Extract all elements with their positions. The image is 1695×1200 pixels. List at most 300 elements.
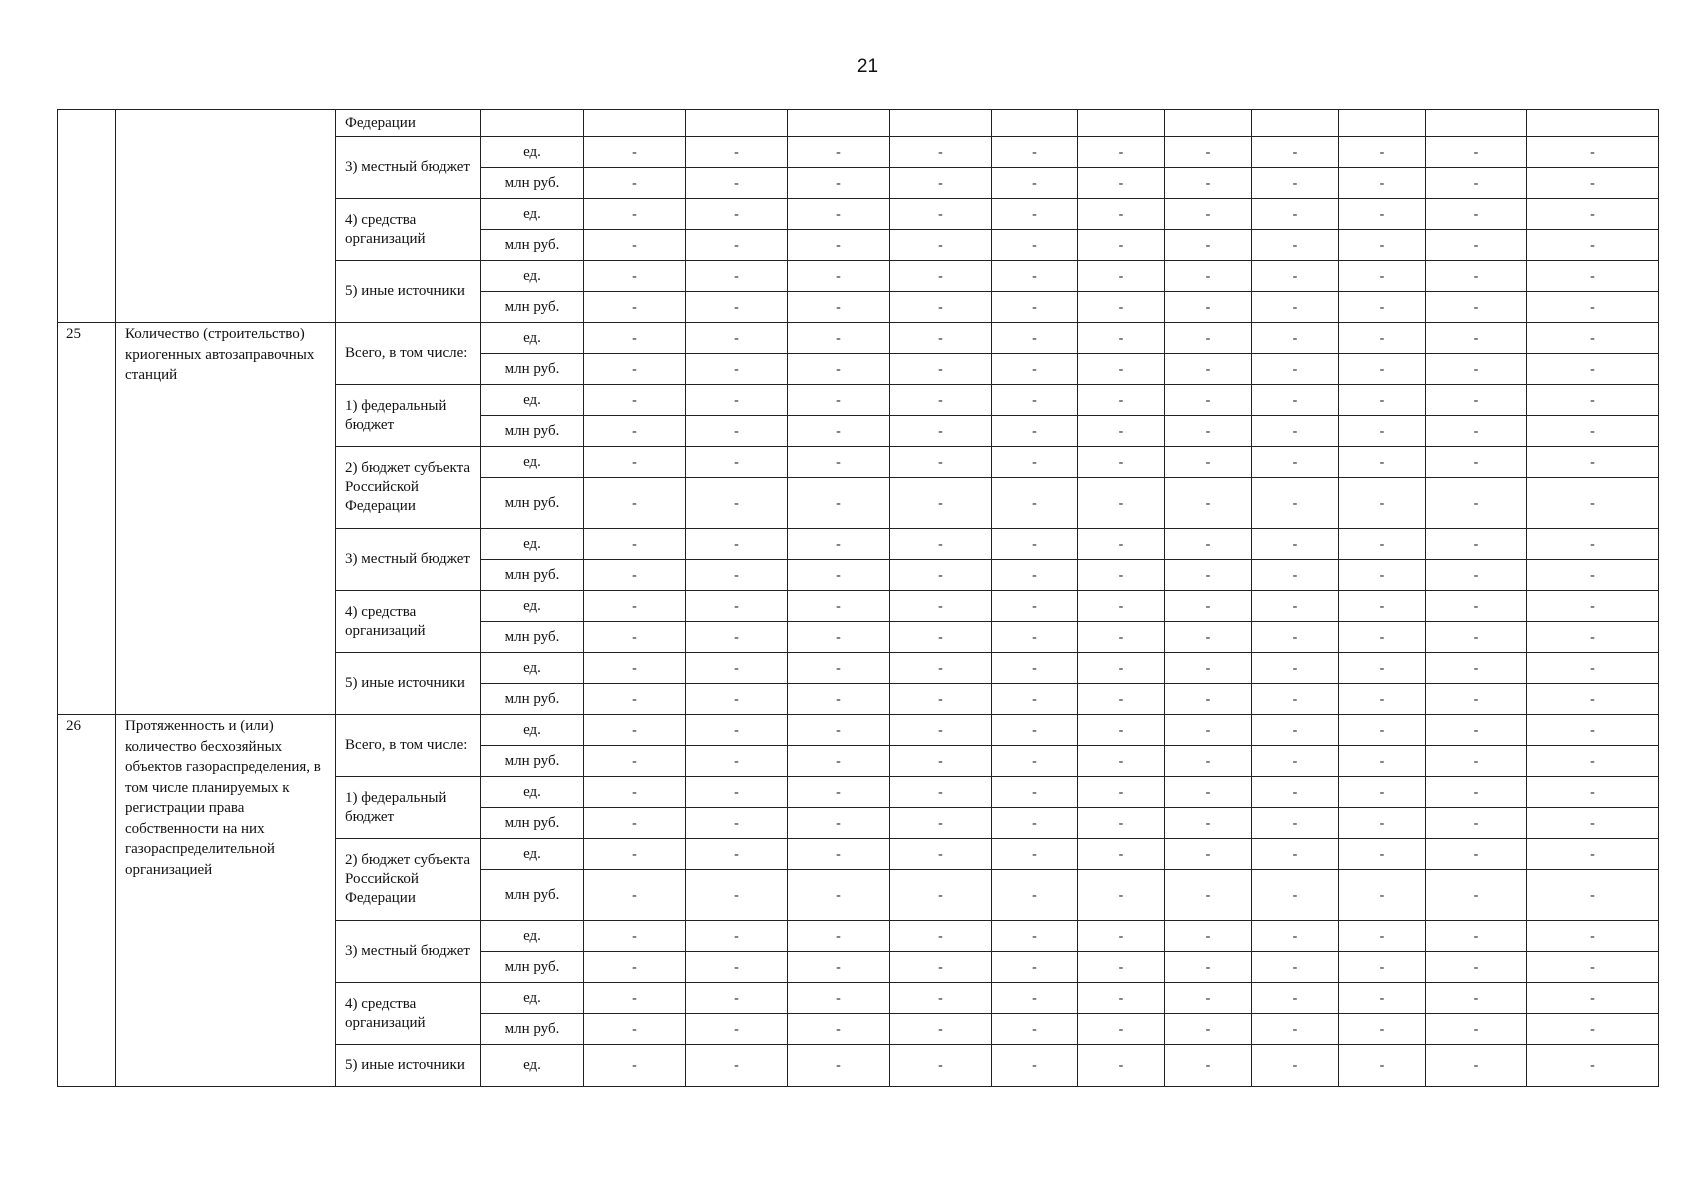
- value-cell: -: [686, 416, 788, 447]
- value-cell: -: [788, 983, 890, 1014]
- value-cell: -: [1252, 447, 1339, 478]
- value-cell: -: [584, 199, 686, 230]
- value-cell: -: [1426, 385, 1527, 416]
- value-cell: -: [992, 870, 1078, 921]
- value-cell: -: [1527, 839, 1659, 870]
- unit-cell: млн руб.: [481, 354, 584, 385]
- value-cell: -: [1339, 199, 1426, 230]
- value-cell: -: [1165, 921, 1252, 952]
- value-cell: -: [1527, 199, 1659, 230]
- value-cell: -: [788, 839, 890, 870]
- value-cell: -: [1165, 808, 1252, 839]
- value-cell: -: [686, 808, 788, 839]
- value-cell: -: [686, 560, 788, 591]
- value-cell: -: [1252, 292, 1339, 323]
- value-cell: -: [992, 952, 1078, 983]
- value-cell: -: [1527, 354, 1659, 385]
- value-cell: -: [788, 416, 890, 447]
- value-cell: -: [788, 622, 890, 653]
- value-cell: -: [1165, 952, 1252, 983]
- value-cell: -: [1252, 622, 1339, 653]
- value-cell: -: [584, 622, 686, 653]
- value-cell: -: [1339, 560, 1426, 591]
- value-cell: -: [1426, 684, 1527, 715]
- value-cell: -: [788, 478, 890, 529]
- value-cell: -: [584, 137, 686, 168]
- value-cell: -: [686, 715, 788, 746]
- value-cell: -: [1165, 529, 1252, 560]
- value-cell: -: [1527, 230, 1659, 261]
- value-cell: -: [1339, 230, 1426, 261]
- value-cell: -: [584, 529, 686, 560]
- value-cell: -: [788, 168, 890, 199]
- value-cell: -: [1078, 137, 1165, 168]
- value-cell: -: [584, 168, 686, 199]
- value-cell: -: [992, 529, 1078, 560]
- value-cell: -: [1078, 839, 1165, 870]
- value-cell: -: [992, 839, 1078, 870]
- value-cell: -: [1339, 952, 1426, 983]
- value-cell: -: [584, 354, 686, 385]
- unit-cell: ед.: [481, 653, 584, 684]
- value-cell: -: [1527, 653, 1659, 684]
- row-number: 25: [58, 323, 116, 715]
- value-cell: -: [1078, 323, 1165, 354]
- funding-source: 1) федеральный бюджет: [336, 385, 481, 447]
- value-cell: -: [584, 1045, 686, 1087]
- value-cell: -: [1078, 354, 1165, 385]
- value-cell: [992, 110, 1078, 137]
- value-cell: -: [1252, 137, 1339, 168]
- value-cell: -: [1252, 323, 1339, 354]
- value-cell: -: [788, 777, 890, 808]
- value-cell: [1339, 110, 1426, 137]
- value-cell: -: [1339, 385, 1426, 416]
- unit-cell: ед.: [481, 1045, 584, 1087]
- value-cell: -: [890, 323, 992, 354]
- value-cell: -: [1426, 261, 1527, 292]
- value-cell: -: [1252, 560, 1339, 591]
- unit-cell: ед.: [481, 529, 584, 560]
- value-cell: -: [1165, 168, 1252, 199]
- value-cell: -: [992, 622, 1078, 653]
- value-cell: -: [788, 653, 890, 684]
- unit-cell: млн руб.: [481, 684, 584, 715]
- value-cell: [1078, 110, 1165, 137]
- indicator-name: [116, 110, 336, 323]
- value-cell: -: [686, 1045, 788, 1087]
- value-cell: -: [1252, 199, 1339, 230]
- value-cell: -: [788, 199, 890, 230]
- value-cell: -: [1078, 653, 1165, 684]
- value-cell: -: [1426, 168, 1527, 199]
- value-cell: -: [1426, 983, 1527, 1014]
- unit-cell: млн руб.: [481, 746, 584, 777]
- funding-source: Всего, в том числе:: [336, 323, 481, 385]
- indicator-name: Протяженность и (или) количество бесхозяйных объектов газораспределения, в том числе планируемых к регистрации права собственности на них газораспределительной организацией: [116, 715, 336, 1087]
- value-cell: -: [890, 839, 992, 870]
- unit-cell: ед.: [481, 137, 584, 168]
- value-cell: -: [1165, 653, 1252, 684]
- value-cell: -: [788, 261, 890, 292]
- value-cell: -: [1165, 261, 1252, 292]
- value-cell: [584, 110, 686, 137]
- value-cell: -: [584, 230, 686, 261]
- value-cell: -: [1527, 921, 1659, 952]
- value-cell: -: [1165, 323, 1252, 354]
- unit-cell: млн руб.: [481, 952, 584, 983]
- value-cell: -: [992, 921, 1078, 952]
- value-cell: -: [686, 168, 788, 199]
- value-cell: -: [1252, 591, 1339, 622]
- value-cell: -: [1165, 560, 1252, 591]
- value-cell: -: [1078, 715, 1165, 746]
- value-cell: -: [890, 684, 992, 715]
- value-cell: -: [890, 292, 992, 323]
- unit-cell: ед.: [481, 591, 584, 622]
- row-number: 26: [58, 715, 116, 1087]
- value-cell: -: [1165, 591, 1252, 622]
- value-cell: -: [1339, 983, 1426, 1014]
- value-cell: -: [992, 777, 1078, 808]
- value-cell: -: [1339, 323, 1426, 354]
- row-number: [58, 110, 116, 323]
- value-cell: -: [1252, 870, 1339, 921]
- value-cell: -: [1078, 385, 1165, 416]
- value-cell: -: [1078, 168, 1165, 199]
- unit-cell: млн руб.: [481, 560, 584, 591]
- value-cell: -: [1339, 870, 1426, 921]
- funding-source: 3) местный бюджет: [336, 921, 481, 983]
- value-cell: -: [1078, 261, 1165, 292]
- value-cell: -: [1078, 529, 1165, 560]
- value-cell: -: [1252, 1014, 1339, 1045]
- value-cell: -: [1165, 715, 1252, 746]
- value-cell: -: [584, 921, 686, 952]
- value-cell: -: [1527, 591, 1659, 622]
- value-cell: -: [1078, 622, 1165, 653]
- value-cell: -: [890, 983, 992, 1014]
- value-cell: -: [1426, 952, 1527, 983]
- value-cell: -: [1339, 839, 1426, 870]
- value-cell: -: [1165, 870, 1252, 921]
- value-cell: -: [584, 560, 686, 591]
- unit-cell: ед.: [481, 921, 584, 952]
- value-cell: -: [1339, 777, 1426, 808]
- value-cell: -: [1078, 921, 1165, 952]
- value-cell: -: [584, 839, 686, 870]
- value-cell: -: [1165, 354, 1252, 385]
- value-cell: -: [890, 746, 992, 777]
- unit-cell: млн руб.: [481, 808, 584, 839]
- value-cell: -: [686, 261, 788, 292]
- unit-cell: млн руб.: [481, 168, 584, 199]
- value-cell: -: [584, 715, 686, 746]
- unit-cell: ед.: [481, 323, 584, 354]
- value-cell: [1527, 110, 1659, 137]
- value-cell: -: [890, 921, 992, 952]
- value-cell: -: [1165, 447, 1252, 478]
- value-cell: -: [1426, 529, 1527, 560]
- value-cell: -: [890, 560, 992, 591]
- value-cell: -: [686, 983, 788, 1014]
- value-cell: -: [1078, 199, 1165, 230]
- value-cell: -: [1426, 715, 1527, 746]
- value-cell: -: [686, 870, 788, 921]
- value-cell: -: [1339, 591, 1426, 622]
- funding-source: 4) средства организаций: [336, 983, 481, 1045]
- value-cell: -: [1078, 230, 1165, 261]
- value-cell: -: [1165, 983, 1252, 1014]
- value-cell: -: [1252, 839, 1339, 870]
- value-cell: -: [1426, 323, 1527, 354]
- value-cell: -: [686, 839, 788, 870]
- value-cell: -: [788, 746, 890, 777]
- value-cell: -: [1252, 715, 1339, 746]
- value-cell: -: [1078, 870, 1165, 921]
- unit-cell: ед.: [481, 715, 584, 746]
- value-cell: -: [992, 354, 1078, 385]
- value-cell: -: [686, 952, 788, 983]
- value-cell: -: [1078, 591, 1165, 622]
- value-cell: -: [686, 622, 788, 653]
- value-cell: -: [1426, 199, 1527, 230]
- value-cell: -: [788, 385, 890, 416]
- value-cell: -: [584, 952, 686, 983]
- funding-source: 5) иные источники: [336, 1045, 481, 1087]
- value-cell: -: [1165, 478, 1252, 529]
- value-cell: -: [686, 921, 788, 952]
- value-cell: -: [1165, 230, 1252, 261]
- value-cell: -: [1252, 952, 1339, 983]
- value-cell: -: [1527, 1045, 1659, 1087]
- value-cell: -: [1426, 292, 1527, 323]
- funding-source: 3) местный бюджет: [336, 137, 481, 199]
- value-cell: -: [1339, 478, 1426, 529]
- value-cell: -: [992, 385, 1078, 416]
- value-cell: -: [1078, 292, 1165, 323]
- value-cell: -: [1339, 921, 1426, 952]
- value-cell: -: [992, 1045, 1078, 1087]
- value-cell: -: [1339, 137, 1426, 168]
- unit-cell: ед.: [481, 777, 584, 808]
- value-cell: -: [788, 560, 890, 591]
- value-cell: -: [788, 870, 890, 921]
- value-cell: -: [584, 323, 686, 354]
- value-cell: -: [1252, 1045, 1339, 1087]
- unit-cell: млн руб.: [481, 870, 584, 921]
- value-cell: -: [1426, 478, 1527, 529]
- value-cell: -: [1252, 684, 1339, 715]
- value-cell: [1426, 110, 1527, 137]
- value-cell: -: [1165, 385, 1252, 416]
- value-cell: -: [1527, 983, 1659, 1014]
- value-cell: -: [788, 137, 890, 168]
- value-cell: -: [890, 777, 992, 808]
- value-cell: -: [1339, 354, 1426, 385]
- value-cell: -: [1527, 292, 1659, 323]
- value-cell: -: [992, 478, 1078, 529]
- value-cell: -: [1426, 921, 1527, 952]
- value-cell: -: [686, 137, 788, 168]
- value-cell: -: [1527, 261, 1659, 292]
- value-cell: -: [788, 952, 890, 983]
- value-cell: -: [992, 292, 1078, 323]
- value-cell: -: [992, 416, 1078, 447]
- unit-cell: ед.: [481, 385, 584, 416]
- value-cell: -: [1252, 478, 1339, 529]
- value-cell: -: [890, 261, 992, 292]
- value-cell: -: [1339, 715, 1426, 746]
- unit-cell: ед.: [481, 447, 584, 478]
- indicator-name: Количество (строительство) криогенных автозаправочных станций: [116, 323, 336, 715]
- value-cell: -: [1527, 1014, 1659, 1045]
- value-cell: -: [1527, 808, 1659, 839]
- value-cell: -: [1339, 808, 1426, 839]
- value-cell: -: [1339, 529, 1426, 560]
- value-cell: -: [992, 684, 1078, 715]
- funding-source: 4) средства организаций: [336, 591, 481, 653]
- value-cell: [1165, 110, 1252, 137]
- value-cell: -: [1078, 560, 1165, 591]
- value-cell: [788, 110, 890, 137]
- value-cell: -: [1078, 746, 1165, 777]
- value-cell: -: [1252, 354, 1339, 385]
- value-cell: -: [992, 323, 1078, 354]
- table-row: [58, 323, 1659, 354]
- value-cell: -: [992, 746, 1078, 777]
- funding-source: 2) бюджет субъекта Российской Федерации: [336, 839, 481, 921]
- value-cell: -: [1527, 560, 1659, 591]
- value-cell: -: [1426, 622, 1527, 653]
- value-cell: -: [890, 199, 992, 230]
- value-cell: -: [1252, 983, 1339, 1014]
- value-cell: -: [584, 591, 686, 622]
- value-cell: -: [1339, 292, 1426, 323]
- value-cell: -: [686, 1014, 788, 1045]
- value-cell: -: [890, 952, 992, 983]
- unit-cell: млн руб.: [481, 416, 584, 447]
- value-cell: -: [992, 199, 1078, 230]
- value-cell: -: [686, 323, 788, 354]
- value-cell: -: [788, 1014, 890, 1045]
- value-cell: -: [890, 416, 992, 447]
- value-cell: -: [992, 560, 1078, 591]
- value-cell: -: [1252, 416, 1339, 447]
- value-cell: -: [1165, 1045, 1252, 1087]
- value-cell: -: [890, 529, 992, 560]
- value-cell: -: [1527, 416, 1659, 447]
- value-cell: -: [1527, 746, 1659, 777]
- value-cell: -: [1078, 777, 1165, 808]
- value-cell: -: [890, 354, 992, 385]
- value-cell: -: [686, 684, 788, 715]
- unit-cell: млн руб.: [481, 478, 584, 529]
- value-cell: -: [1252, 777, 1339, 808]
- funding-source: 1) федеральный бюджет: [336, 777, 481, 839]
- value-cell: -: [1426, 137, 1527, 168]
- value-cell: -: [584, 478, 686, 529]
- value-cell: -: [788, 323, 890, 354]
- value-cell: -: [686, 746, 788, 777]
- value-cell: -: [1426, 1014, 1527, 1045]
- value-cell: -: [1078, 478, 1165, 529]
- funding-source: 3) местный бюджет: [336, 529, 481, 591]
- value-cell: -: [584, 292, 686, 323]
- value-cell: -: [1426, 354, 1527, 385]
- value-cell: -: [1252, 808, 1339, 839]
- value-cell: -: [1339, 416, 1426, 447]
- value-cell: -: [992, 447, 1078, 478]
- value-cell: -: [992, 230, 1078, 261]
- value-cell: -: [686, 292, 788, 323]
- value-cell: -: [1426, 447, 1527, 478]
- value-cell: -: [1252, 653, 1339, 684]
- value-cell: -: [1339, 168, 1426, 199]
- funding-source: Федерации: [336, 110, 481, 137]
- value-cell: -: [1426, 870, 1527, 921]
- value-cell: -: [584, 684, 686, 715]
- page-number: 21: [856, 56, 879, 77]
- value-cell: -: [1527, 447, 1659, 478]
- value-cell: -: [1527, 777, 1659, 808]
- value-cell: -: [992, 261, 1078, 292]
- value-cell: -: [992, 168, 1078, 199]
- value-cell: -: [686, 447, 788, 478]
- value-cell: -: [890, 622, 992, 653]
- value-cell: -: [1527, 323, 1659, 354]
- value-cell: -: [890, 870, 992, 921]
- value-cell: -: [1339, 447, 1426, 478]
- value-cell: -: [992, 808, 1078, 839]
- value-cell: -: [584, 416, 686, 447]
- value-cell: -: [1426, 1045, 1527, 1087]
- value-cell: -: [686, 653, 788, 684]
- value-cell: -: [1527, 385, 1659, 416]
- value-cell: -: [584, 261, 686, 292]
- value-cell: -: [1252, 746, 1339, 777]
- unit-cell: ед.: [481, 839, 584, 870]
- value-cell: -: [686, 777, 788, 808]
- unit-cell: [481, 110, 584, 137]
- value-cell: -: [1527, 529, 1659, 560]
- value-cell: -: [1165, 839, 1252, 870]
- value-cell: -: [1527, 715, 1659, 746]
- value-cell: -: [890, 137, 992, 168]
- value-cell: -: [1339, 684, 1426, 715]
- value-cell: -: [686, 591, 788, 622]
- value-cell: -: [1426, 416, 1527, 447]
- value-cell: -: [992, 137, 1078, 168]
- value-cell: -: [584, 808, 686, 839]
- value-cell: -: [788, 684, 890, 715]
- funding-source: 4) средства организаций: [336, 199, 481, 261]
- unit-cell: млн руб.: [481, 622, 584, 653]
- value-cell: -: [1252, 261, 1339, 292]
- value-cell: -: [890, 1014, 992, 1045]
- value-cell: -: [1078, 1045, 1165, 1087]
- value-cell: -: [788, 808, 890, 839]
- value-cell: -: [992, 653, 1078, 684]
- value-cell: -: [1339, 1045, 1426, 1087]
- value-cell: -: [584, 447, 686, 478]
- value-cell: -: [1527, 870, 1659, 921]
- funding-source: 5) иные источники: [336, 261, 481, 323]
- table-row: [58, 110, 1659, 137]
- value-cell: -: [992, 1014, 1078, 1045]
- table-row: [58, 715, 1659, 746]
- value-cell: -: [1165, 777, 1252, 808]
